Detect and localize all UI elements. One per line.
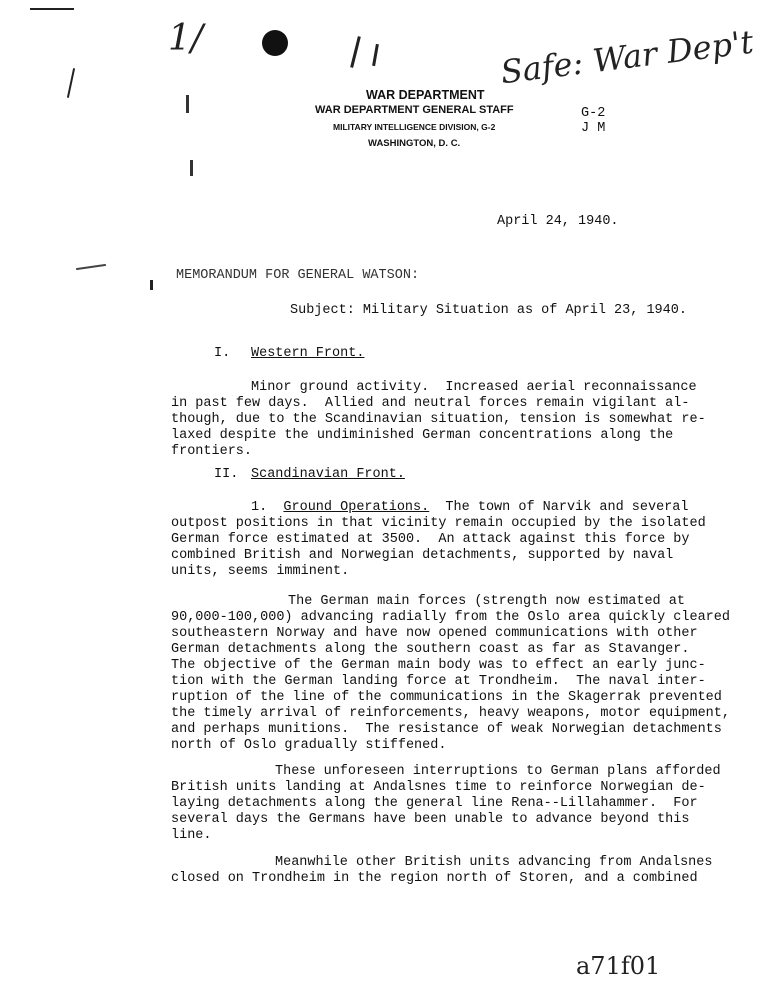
section-1-body: Minor ground activity. Increased aerial reconnaissance in past few days. Allied and neutral forces remain vigilant al- though, due to the Scandinavian situation, tension is somewhat re- laxed despite the undiminished German concentrations along the frontiers. bbox=[171, 380, 706, 459]
section-2-numeral: II. bbox=[214, 467, 239, 482]
letterhead-city: WASHINGTON, D. C. bbox=[368, 138, 461, 149]
margin-tick bbox=[67, 68, 75, 98]
margin-dash bbox=[76, 264, 106, 270]
paragraph-1-number: 1. bbox=[251, 500, 268, 515]
paragraph-1-heading: Ground Operations. bbox=[283, 500, 430, 515]
paragraph-2-body: The German main forces (strength now estimated at 90,000-100,000) advancing radially from the Oslo area quickly cleared southeastern Norway and have now opened communications with other German detachments along the southern coast as far as Stavanger. The objective of the German main body was to effect an early junc- tion with the German landing force at Trondheim. The naval inter- ruption of the line of the communications in the Skagerrak prevented the timely arrival of reinforcements, heavy weapons, motor equipment, and perhaps munitions. The resistance of weak Norwegian detachments north of Oslo gradually stiffened. bbox=[171, 594, 730, 753]
section-1-title: Western Front. bbox=[251, 346, 365, 361]
letterhead-general-staff: WAR DEPARTMENT GENERAL STAFF bbox=[315, 104, 514, 116]
paragraph-1-body: outpost positions in that vicinity remain occupied by the isolated German force estimated at 3500. An attack against this force by combined British and Norwegian detachments, supported by naval units, seems imminent. bbox=[171, 516, 706, 579]
handwritten-note: Safe: War Dep't bbox=[498, 22, 756, 92]
top-left-handwritten-mark: 1/ bbox=[168, 18, 204, 59]
letterhead-title: WAR DEPARTMENT bbox=[366, 88, 485, 102]
paragraph-1-first-line bbox=[251, 500, 688, 515]
bottom-handwritten-number: a71f01 bbox=[576, 952, 661, 980]
file-code-jm: J M bbox=[581, 121, 606, 136]
margin-tick bbox=[150, 280, 153, 290]
margin-tick bbox=[186, 95, 189, 113]
section-1-numeral: I. bbox=[214, 346, 231, 361]
margin-dash bbox=[30, 8, 74, 10]
paragraph-4-body: Meanwhile other British units advancing from Andalsnes closed on Trondheim in the region north of Storen, and a combined bbox=[171, 855, 713, 886]
memo-addressee: MEMORANDUM FOR GENERAL WATSON: bbox=[176, 268, 420, 283]
memo-date: April 24, 1940. bbox=[497, 214, 619, 229]
paragraph-3-body: These unforeseen interruptions to German plans afforded British units landing at Andalsnes time to reinforce Norwegian de- laying detachments along the general line Rena--Lillahammer. For several days the Germans have been unable to advance beyond this line. bbox=[171, 764, 721, 843]
letterhead-division: MILITARY INTELLIGENCE DIVISION, G-2 bbox=[333, 122, 496, 132]
memo-subject: Subject: Military Situation as of April 23, 1940. bbox=[290, 303, 687, 318]
paragraph-1-intro: The town of Narvik and several bbox=[429, 500, 689, 515]
section-2-title: Scandinavian Front. bbox=[251, 467, 405, 482]
pen-stroke bbox=[372, 44, 379, 66]
pen-stroke bbox=[350, 36, 361, 68]
file-code-g2: G-2 bbox=[581, 106, 606, 121]
margin-tick bbox=[190, 160, 193, 176]
ink-blot bbox=[262, 30, 288, 56]
